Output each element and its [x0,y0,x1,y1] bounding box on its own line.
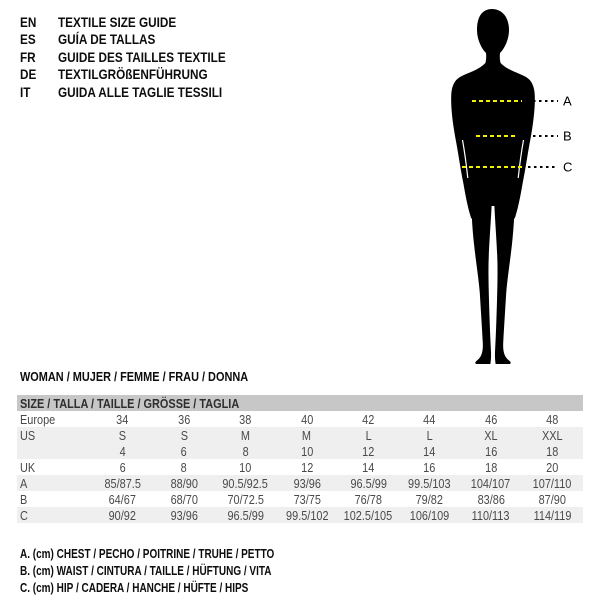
size-cell: 4 [119,443,126,459]
size-cell: M [240,427,250,443]
size-row-chest-a [17,475,583,491]
size-cell: 20 [546,459,559,475]
size-cell: S [119,427,127,443]
size-cell: 73/75 [293,491,321,507]
size-cell: 18 [484,459,498,475]
size-cell: 83/86 [477,491,505,507]
woman-silhouette [451,9,535,364]
size-cell: 8 [181,459,188,475]
lang-code-it: IT [20,83,31,100]
size-cell: 93/96 [293,475,321,491]
size-cell: 64/67 [109,491,137,507]
size-row-us-numbers [17,443,583,459]
row-label: B [20,491,28,507]
size-cell: 12 [300,459,313,475]
size-cell: 42 [362,411,375,427]
size-cell: 46 [484,411,498,427]
marker-label-c: C [563,159,573,175]
size-cell: 96.5/99 [227,507,264,523]
size-cell: 79/82 [415,491,444,507]
size-row-hip-c [17,507,583,523]
size-cell: 18 [546,443,559,459]
size-cell: 44 [423,411,436,427]
row-label: UK [20,459,36,475]
size-row-europe [17,411,583,427]
size-cell: 6 [181,443,188,459]
lang-code-de: DE [20,66,37,83]
title-de: TEXTILGRÖßENFÜHRUNG [58,66,208,83]
size-cell: 99.5/103 [408,475,451,491]
size-cell: 96.5/99 [349,475,387,491]
size-row-waist-b [17,491,583,507]
lang-code-fr: FR [20,48,36,65]
size-cell: 68/70 [170,491,198,507]
size-table-header-text: SIZE / TALLA / TAILLE / GRÖSSE / TAGLIA [20,395,240,411]
size-cell: XXL [541,427,563,443]
size-cell: 99.5/102 [285,507,329,523]
size-table [17,395,583,523]
legend-chest [20,545,338,562]
section-title [20,369,292,384]
size-cell: 106/109 [409,507,450,523]
size-cell: 34 [116,411,129,427]
size-cell: 48 [546,411,559,427]
title-fr: GUIDE DES TAILLES TEXTILE [58,48,226,65]
marker-label-b: B [563,128,572,144]
size-cell: 104/107 [471,475,511,491]
size-cell: 6 [119,459,126,475]
size-cell: 16 [423,459,436,475]
row-label: A [20,475,28,491]
size-cell: 85/87.5 [104,475,141,491]
lang-row-es [20,31,258,49]
size-row-us-letters [17,427,583,443]
size-cell: S [180,427,188,443]
lang-code-en: EN [20,13,37,30]
woman-silhouette-figure [415,6,580,368]
lang-row-en [20,13,258,31]
size-cell: 8 [242,443,249,459]
size-cell: M [302,427,312,443]
size-cell: 93/96 [170,507,198,523]
size-cell: L [426,427,433,443]
size-cell: 88/90 [170,475,198,491]
size-cell: 38 [239,411,252,427]
marker-label-a: A [563,93,572,109]
size-cell: 14 [362,459,375,475]
size-cell: 36 [177,411,191,427]
size-cell: 70/72.5 [227,491,264,507]
size-cell: 110/113 [472,507,510,523]
size-cell: 90/92 [109,507,137,523]
size-cell: XL [484,427,498,443]
measurement-legend [20,545,338,596]
legend-waist [20,562,338,579]
row-label: Europe [20,411,56,427]
title-en: TEXTILE SIZE GUIDE [58,13,177,30]
size-cell: 76/78 [354,491,382,507]
size-cell: 107/110 [532,475,572,491]
legend-chest-text: A. (cm) CHEST / PECHO / POITRINE / TRUHE / PETTO [20,546,275,561]
size-cell: L [365,427,372,443]
size-cell: 114/119 [533,507,572,523]
section-title-text: WOMAN / MUJER / FEMME / FRAU / DONNA [20,369,249,384]
legend-hip-text: C. (cm) HIP / CADERA / HANCHE / HÜFTE / HIPS [20,580,249,595]
size-cell: 40 [300,411,313,427]
row-label: US [20,427,36,443]
size-cell: 14 [423,443,436,459]
language-title-block [20,13,258,101]
legend-hip [20,579,338,596]
size-table-header [17,395,583,411]
lang-row-it [20,83,258,101]
size-cell: 102.5/105 [343,507,393,523]
size-cell: 90.5/92.5 [222,475,269,491]
lang-code-es: ES [20,31,36,48]
lang-row-fr [20,48,258,66]
size-cell: 12 [362,443,375,459]
size-cell: 10 [300,443,313,459]
row-label: C [20,507,28,523]
size-cell: 16 [484,443,498,459]
size-row-uk [17,459,583,475]
size-cell: 87/90 [538,491,566,507]
size-cell: 10 [239,459,252,475]
title-it: GUIDA ALLE TAGLIE TESSILI [58,83,223,100]
lang-row-de [20,66,258,84]
title-es: GUÍA DE TALLAS [58,31,156,48]
legend-waist-text: B. (cm) WAIST / CINTURA / TAILLE / HÜFTUNG / VITA [20,563,272,578]
